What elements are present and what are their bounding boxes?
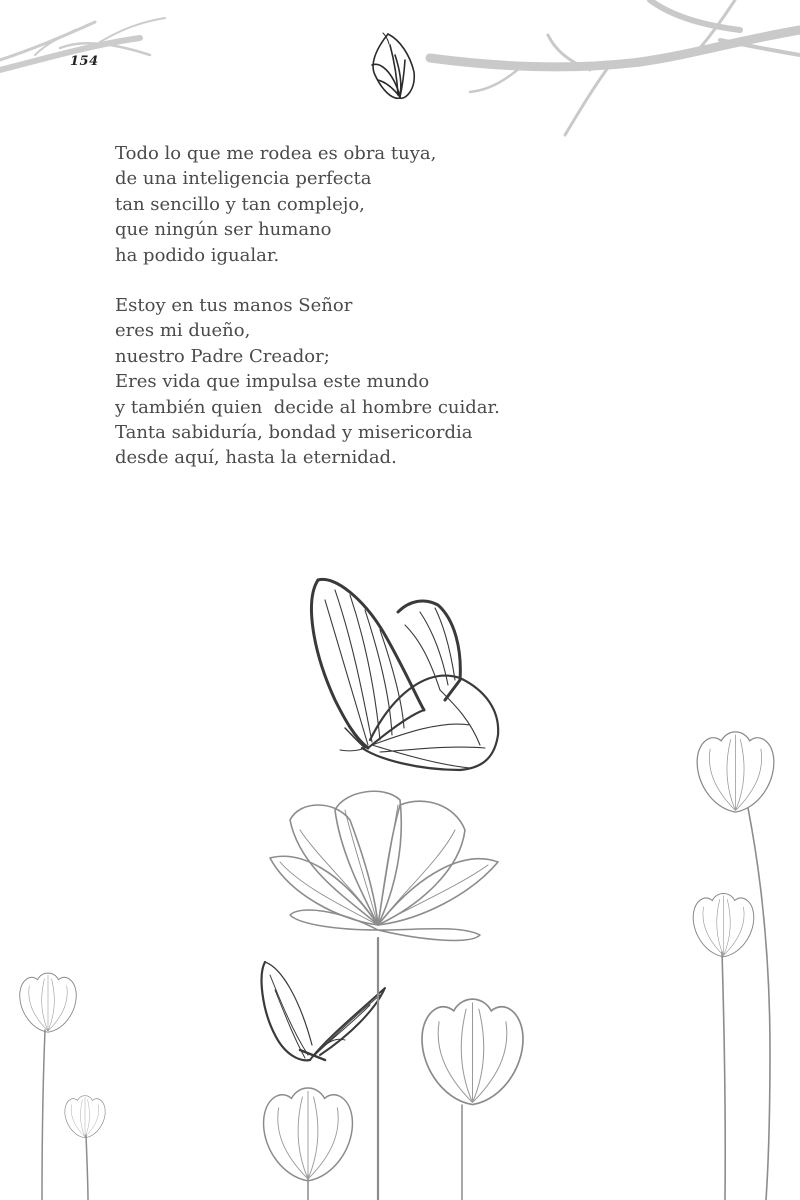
left-top-tulip	[20, 973, 77, 1032]
poem-line: tan sencillo y tan complejo,	[115, 193, 365, 215]
bottom-right-tulip	[422, 999, 523, 1104]
bottom-flowers-illustration	[308, 1105, 462, 1200]
poem-line: nuestro Padre Creador;	[115, 345, 330, 367]
poem-stanza	[115, 141, 735, 268]
poem-line: Eres vida que impulsa este mundo	[115, 371, 430, 393]
poem-line: ha podido igualar.	[115, 244, 280, 266]
left-bottom-tulip	[65, 1096, 105, 1138]
page-number: 154	[70, 54, 99, 69]
poem-line: desde aquí, hasta la eternidad.	[115, 447, 397, 469]
small-butterfly-illustration	[262, 962, 385, 1060]
top-butterfly-illustration	[372, 33, 414, 98]
poem-line: que ningún ser humano	[115, 219, 332, 241]
poem-line: Estoy en tus manos Señor	[115, 295, 353, 317]
poem-stanza	[115, 293, 735, 471]
large-butterfly-illustration	[312, 579, 499, 770]
right-top-tulip	[697, 732, 774, 812]
poem-line: Tanta sabiduría, bondad y misericordia	[115, 422, 473, 444]
top-right-branch	[430, 0, 800, 135]
right-mid-tulip	[693, 893, 754, 956]
poem-line: de una inteligencia perfecta	[115, 168, 372, 190]
right-tall-flowers-illustration	[722, 808, 770, 1200]
poem	[115, 141, 735, 471]
poem-line: eres mi dueño,	[115, 320, 251, 342]
poem-line: Todo lo que me rodea es obra tuya,	[115, 143, 437, 164]
bottom-left-tulip	[264, 1088, 353, 1181]
central-flower-illustration	[270, 791, 498, 1200]
poem-line: y también quien decide al hombre cuidar.	[115, 396, 500, 418]
